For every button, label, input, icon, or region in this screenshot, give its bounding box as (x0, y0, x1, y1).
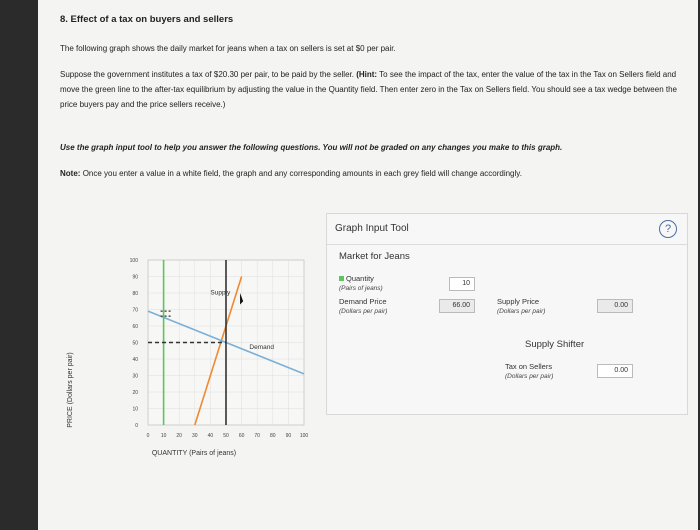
supply-price-label-group (497, 297, 545, 316)
question-page (38, 0, 698, 530)
question-title: 8. Effect of a tax on buyers and sellers (60, 14, 234, 25)
tax-label-group (505, 362, 553, 381)
x-tick-label: 10 (160, 433, 167, 439)
note-text (60, 166, 522, 181)
tool-header (327, 214, 687, 245)
supply-shifter-title: Supply Shifter (525, 339, 585, 350)
supply-price-sub: (Dollars per pair) (497, 308, 546, 315)
quantity-label-group (339, 274, 383, 293)
y-tick-label: 80 (132, 291, 138, 297)
supply-price-label: Supply Price (497, 297, 540, 306)
hint-label: (Hint: (356, 70, 378, 79)
y-tick-label: 70 (132, 307, 138, 314)
quantity-field[interactable]: 10 (449, 277, 475, 291)
x-axis-label: QUANTITY (Pairs of jeans) (151, 450, 237, 457)
intro-text: The following graph shows the daily market for jeans when a tax on sellers is set at $0 per pair. (60, 44, 396, 53)
instruction-pre: Suppose the government institutes a tax of $20.30 per pair, to be paid by the seller. (60, 70, 354, 79)
x-tick-label: 30 (192, 433, 198, 439)
y-tick-label: 10 (132, 406, 138, 413)
y-axis-label: PRICE (Dollars per pair) (67, 352, 74, 428)
note-label: Note: (60, 169, 81, 178)
y-tick-label: 30 (132, 373, 138, 380)
supply-curve-label: Supply (210, 289, 231, 297)
x-tick-label: 0 (146, 433, 150, 439)
use-tool-text: Use the graph input tool to help you answer the following questions. You will not be graded on any changes you make to this graph. (60, 143, 563, 152)
x-tick-label: 50 (223, 433, 229, 439)
x-tick-label: 100 (299, 433, 309, 439)
tax-sub: (Dollars per pair) (505, 373, 554, 380)
y-tick-label: 50 (132, 340, 138, 347)
y-tick-label: 60 (132, 324, 138, 330)
y-tick-label: 100 (129, 258, 138, 264)
graph-input-tool (326, 213, 688, 415)
quantity-label: Quantity (346, 274, 374, 283)
quantity-sub: (Pairs of jeans) (339, 285, 383, 292)
x-tick-label: 80 (270, 433, 276, 439)
demand-curve-label: Demand (249, 344, 274, 352)
demand-price-sub: (Dollars per pair) (339, 308, 388, 315)
instruction-text (60, 67, 690, 112)
green-square-icon (339, 276, 344, 281)
help-icon[interactable]: ? (659, 220, 677, 238)
demand-price-label-group (339, 297, 387, 316)
hint-text: To see the impact of the tax, enter the value of the tax in the Tax on Sellers field and move the green line to the after-tax equilibrium by adjusting the value in the Quantity field. Then enter zero in the Tax on Sellers field. You should see a tax wedge between the price buyers pay and the price sellers receive.) (60, 70, 677, 109)
y-tick-label: 40 (132, 357, 138, 363)
x-tick-label: 90 (285, 433, 292, 439)
demand-price-field: 66.00 (439, 299, 475, 313)
tax-label: Tax on Sellers (505, 362, 553, 371)
tool-title: Graph Input Tool (335, 223, 409, 234)
note-body: Once you enter a value in a white field, the graph and any corresponding amounts in each grey field will change accordingly. (82, 169, 522, 178)
x-tick-label: 70 (254, 433, 260, 439)
x-tick-label: 40 (207, 433, 214, 439)
tax-on-sellers-field[interactable]: 0.00 (597, 364, 633, 378)
x-tick-label: 20 (176, 433, 182, 439)
y-tick-label: 90 (132, 274, 138, 281)
supply-demand-graph[interactable] (56, 240, 316, 480)
x-tick-label: 60 (238, 433, 245, 439)
supply-price-field: 0.00 (597, 299, 633, 313)
y-tick-label: 0 (135, 423, 138, 429)
demand-price-label: Demand Price (339, 297, 387, 306)
market-title: Market for Jeans (339, 251, 410, 262)
y-tick-label: 20 (132, 390, 138, 396)
